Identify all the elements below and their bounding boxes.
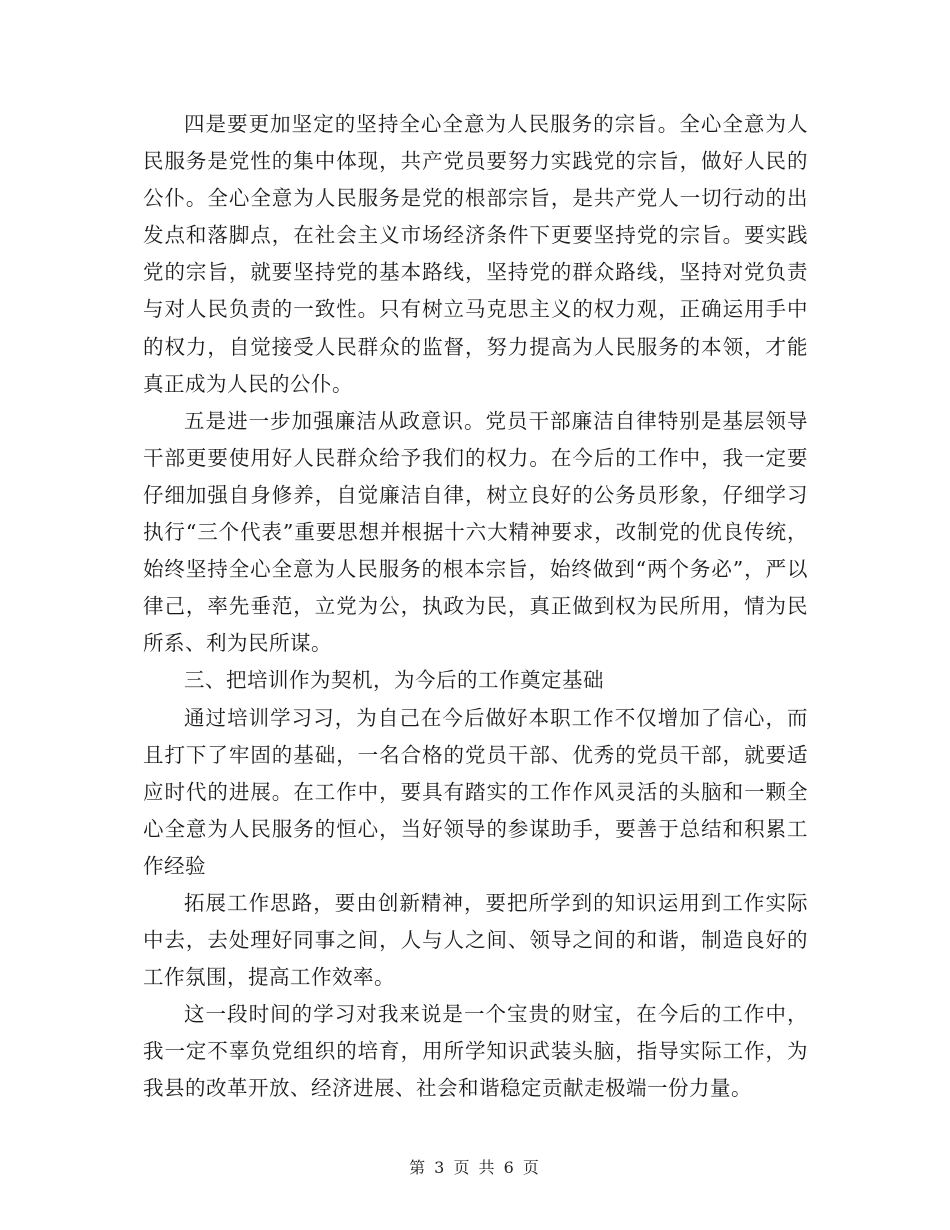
paragraph-training-study: 通过培训学习习，为自己在今后做好本职工作不仅增加了信心，而且打下了牢固的基础，一名合格的党员干部、优秀的党员干部，就要适应时代的进展。在工作中，要具有踏实的工作作风灵活的头脑和一颗全心全意为人民服务的恒心，当好领导的参谋助手，要善于总结和积累工作经验 <box>143 705 808 878</box>
paragraph-conclusion: 这一段时间的学习对我来说是一个宝贵的财宝，在今后的工作中，我一定不辜负党组织的培育，用所学知识武装头脑，指导实际工作，为我县的改革开放、经济进展、社会和谐稳定贡献走极端一份力量。 <box>143 1002 808 1101</box>
page-number-footer: 第 3 页 共 6 页 <box>409 1158 541 1177</box>
paragraph-work-approach: 拓展工作思路，要由创新精神，要把所学到的知识运用到工作实际中去，去处理好同事之间，人与人之间、领导之间的和谐，制造良好的工作氛围，提高工作效率。 <box>143 890 808 990</box>
paragraph-service-purpose: 四是要更加坚定的坚持全心全意为人民服务的宗旨。全心全意为人民服务是党性的集中体现，共产党员要努力实践党的宗旨，做好人民的公仆。全心全意为人民服务是党的根部宗旨，是共产党人一切行动的出发点和落脚点，在社会主义市场经济条件下更要坚持党的宗旨。要实践党的宗旨，就要坚持党的基本路线，坚持党的群众路线，坚持对党负责与对人民负责的一致性。只有树立马克思主义的权力观，正确运用手中的权力，自觉接受人民群众的监督，努力提高为人民服务的本领，才能真正成为人民的公仆。 <box>143 112 808 396</box>
paragraph-integrity: 五是进一步加强廉洁从政意识。党员干部廉洁自律特别是基层领导干部更要使用好人民群众给予我们的权力。在今后的工作中，我一定要仔细加强自身修养，自觉廉洁自律，树立良好的公务员形象，仔细学习执行“三个代表”重要思想并根据十六大精神要求，改制党的优良传统，始终坚持全心全意为人民服务的根本宗旨，始终做到“两个务必”，严以律己，率先垂范，立党为公，执政为民，真正做到权为民所用，情为民所系、利为民所谋。 <box>143 408 808 656</box>
section-heading-training: 三、把培训作为契机，为今后的工作奠定基础 <box>184 668 604 693</box>
document-body <box>143 106 808 1108</box>
